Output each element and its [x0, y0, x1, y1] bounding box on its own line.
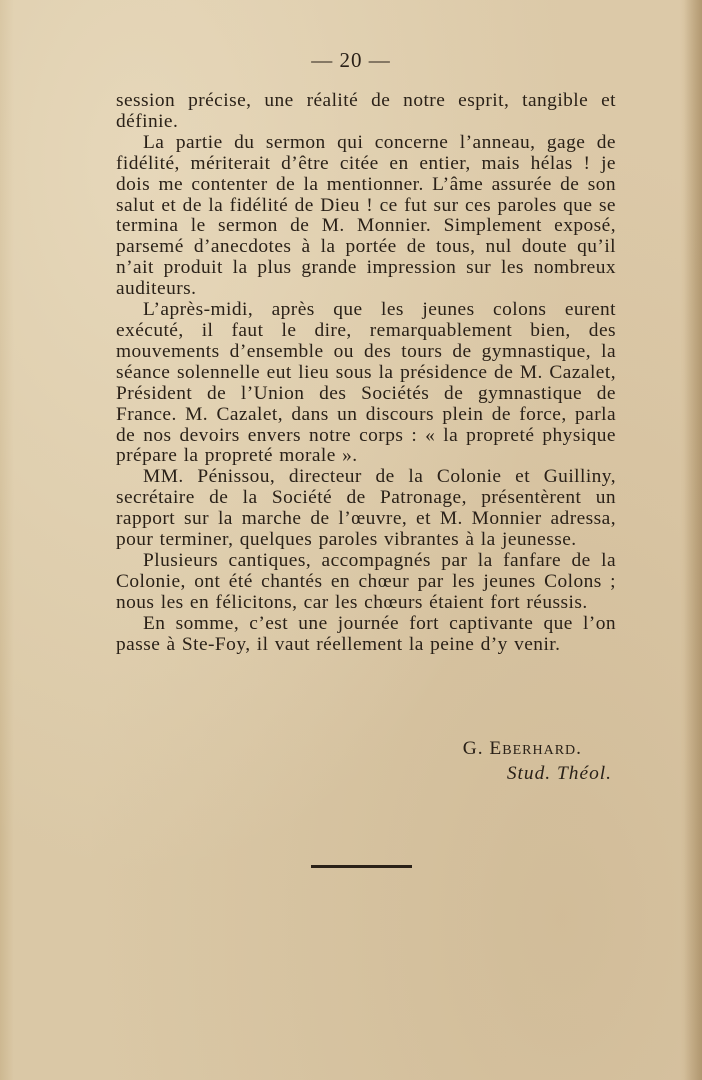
paragraph-4: MM. Pénissou, directeur de la Colonie et Guilliny, secrétaire de la Société de Patronage, présentèrent un rapport sur la marche de l’œuvre, et M. Monnier adressa, pour terminer, quelques paroles vibrantes à la jeunesse.	[116, 466, 616, 551]
author-name: G. Eberhard.	[462, 738, 582, 759]
end-rule-divider	[311, 865, 412, 868]
page-number: — 20 —	[311, 48, 391, 72]
paragraph-2: La partie du sermon qui concerne l’anneau, gage de fidélité, mériterait d’être citée en entier, mais hélas ! je dois me contenter de la mentionner. L’âme assurée de son salut et de la fidélité de Dieu ! ce fut sur ces paroles que se termina le sermon de M. Monnier. Simplement exposé, parsemé d’anecdotes à la portée de tous, nul doute qu’il n’ait produit la plus grande impression sur les nombreux auditeurs.	[116, 131, 616, 300]
signature-block	[116, 736, 616, 786]
author-title: Stud. Théol.	[506, 763, 612, 784]
paragraph-1: session précise, une réalité de notre esprit, tangible et définie.	[116, 90, 616, 132]
paragraph-6: En somme, c’est une journée fort captivante que l’on passe à Ste-Foy, il vaut réellement la peine d’y venir.	[116, 612, 616, 655]
paragraph-5: Plusieurs cantiques, accompagnés par la fanfare de la Colonie, ont été chantés en chœur par les jeunes Colons ; nous les en félicitons, car les chœurs étaient fort réussis.	[116, 549, 616, 613]
page-edge-shadow	[684, 0, 702, 1080]
article-body	[116, 91, 616, 655]
paragraph-3: L’après-midi, après que les jeunes colons eurent exécuté, il faut le dire, remarquablement bien, des mouvements d’ensemble ou des tours de gymnastique, la séance solennelle eut lieu sous la présidence de M. Cazalet, Président de l’Union des Sociétés de gymnastique de France. M. Cazalet, dans un discours plein de force, parla de nos devoirs envers notre corps : « la propreté physique prépare la propreté morale ».	[116, 299, 616, 467]
